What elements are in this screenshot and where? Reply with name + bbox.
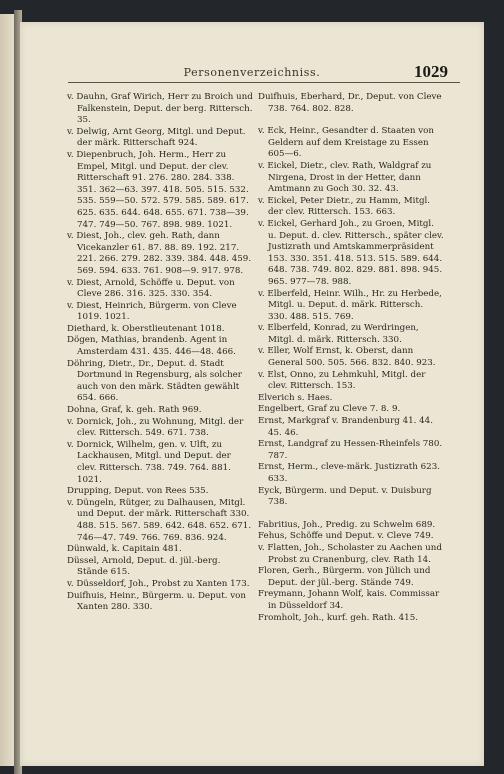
index-entry: v. Diest, Heinrich, Bürgerm. von Cleve 1019. 1021. [67,300,237,323]
index-entry: v. Düngeln, Rütger, zu Dalhausen, Mitgl. und Deput. der märk. Ritterschaft 330. 488. 515. 567. 589. 642. 648. 652. 671. 746—47. 749. 766. 769. 836. 924. [67,497,252,543]
index-entry: Elverich s. Haes. [258,392,333,403]
index-column-left [67,92,253,614]
index-entry: v. Eickel, Dietr., clev. Rath, Waldgraf zu Nirgena, Drost in der Hetter, dann Amtmann zu Goch 30. 32. 43. [258,160,432,195]
index-entry: Eyck, Bürgerm. und Deput. v. Duisburg 738. [258,485,432,508]
index-entry: Duifhuis, Heinr., Bürgerm. u. Deput. von Xanten 280. 330. [67,590,246,613]
previous-page-edge [0,14,14,766]
index-entry: v. Eickel, Gerhard Joh., zu Groen, Mitgl. u. Deput. d. clev. Rittersch., später clev. Justizrath und Amtskammerpräsident 153. 330. 351. 418. 513. 515. 589. 644. 648. 738. 749. 802. 829. 881. 898. 945. 965. 977—78. 988. [258,218,444,287]
index-entry: v. Delwig, Arnt Georg, Mitgl. und Deput. der märk. Ritterschaft 924. [67,126,246,149]
index-entry: Ernst, Landgraf zu Hessen-Rheinfels 780. 787. [258,439,443,461]
index-entry: Freymann, Johann Wolf, kais. Commissar in Düsseldorf 34. [258,589,440,611]
index-entry: Fabritius, Joh., Predig. zu Schwelm 689. [258,519,436,530]
index-entry: Engelbert, Graf zu Cleve 7. 8. 9. [258,404,401,415]
index-entry: Dünwald, k. Capitain 481. [67,544,182,555]
index-entry: v. Dauhn, Graf Wirich, Herr zu Broich und Falkenstein, Deput. der berg. Rittersch. 35. [67,92,253,126]
book-page [20,22,484,766]
index-entry: Düssel, Arnold, Deput. d. jül.-berg. Stände 615. [67,555,221,578]
index-entry: v. Eickel, Peter Dietr., zu Hamm, Mitgl. der clev. Rittersch. 153. 663. [258,195,431,218]
index-entry: Dohna, Graf, k. geh. Rath 969. [67,405,202,416]
index-entry: v. Elberfeld, Heinr. Wilh., Hr. zu Herbede, Mitgl. u. Deput. d. märk. Rittersch. 330. 488. 515. 769. [258,288,442,322]
index-entry: v. Dornick, Joh., zu Wohnung, Mitgl. der clev. Rittersch. 549. 671. 738. [67,416,244,439]
index-entry: v. Diepenbruch, Joh. Herm., Herr zu Empel, Mitgl. und Deput. der clev. Ritterschaft 91. 276. 280. 284. 338. 351. 362—63. 397. 418. 505. 515. 532. 535. 559—50. 572. 579. 585. 589. 617. 625. 635. 644. 648. 655. 671. 738—39. 747. 749—50. 767. 898. 989. 1021. [67,149,249,230]
index-column-right [258,92,445,624]
index-entry: v. Eller, Wolf Ernst, k. Oberst, dann General 500. 505. 566. 832. 840. 923. [258,346,436,369]
index-entry: v. Elst, Onno, zu Lehmkuhl, Mitgl. der clev. Rittersch. 153. [258,369,426,392]
index-entry: Döhring, Dietr., Dr., Deput. d. Stadt Dortmund in Regensburg, als solcher auch von den märk. Städten gewählt 654. 666. [67,358,242,404]
index-entry: Ernst, Herm., cleve-märk. Justizrath 623. 633. [258,462,440,484]
index-entry: Dögen, Mathias, brandenb. Agent in Amsterdam 431. 435. 446—48. 466. [67,335,236,358]
index-entry: Diethard, k. Oberstlieutenant 1018. [67,323,225,334]
index-entry: Floren, Gerh., Bürgerm. von Jülich und Deput. der jül.-berg. Stände 749. [258,566,431,588]
index-entry: Drupping, Deput. von Rees 535. [67,486,209,497]
index-entry: v. Flatten, Joh., Scholaster zu Aachen und Probst zu Cranenburg, clev. Rath 14. [258,542,442,565]
index-entry: Duifhuis, Eberhard, Dr., Deput. von Cleve 738. 764. 802. 828. [258,92,442,114]
page-number: 1029 [414,62,448,81]
running-header: Personenverzeichniss. [183,66,321,79]
index-entry: v. Eck, Heinr., Gesandter d. Staaten von Geldern auf dem Kreistage zu Essen 605—6. [258,126,434,160]
index-entry: v. Diest, Arnold, Schöffe u. Deput. von Cleve 286. 316. 325. 330. 354. [67,277,235,300]
index-entry: v. Düsseldorf, Joh., Probst zu Xanten 173. [67,578,250,589]
index-entry: v. Elberfeld, Konrad, zu Werdringen, Mitgl. d. märk. Rittersch. 330. [258,323,419,345]
index-entry: v. Diest, Joh., clev. geh. Rath, dann Vicekanzler 61. 87. 88. 89. 192. 217. 221. 266. 279. 282. 339. 384. 448. 459. 569. 594. 633. 761. 908—9. 917. 978. [67,231,252,276]
index-entry: Fromholt, Joh., kurf. geh. Rath. 415. [258,612,418,623]
index-entry: v. Dornick, Wilhelm, gen. v. Ulft, zu Lackhausen, Mitgl. und Deput. der clev. Rittersch. 738. 749. 764. 881. 1021. [67,439,231,485]
index-entry: Ernst, Markgraf v. Brandenburg 41. 44. 45. 46. [258,416,433,438]
header-rule [68,82,460,83]
index-entry: Fehus, Schöffe und Deput. v. Cleve 749. [258,531,434,542]
